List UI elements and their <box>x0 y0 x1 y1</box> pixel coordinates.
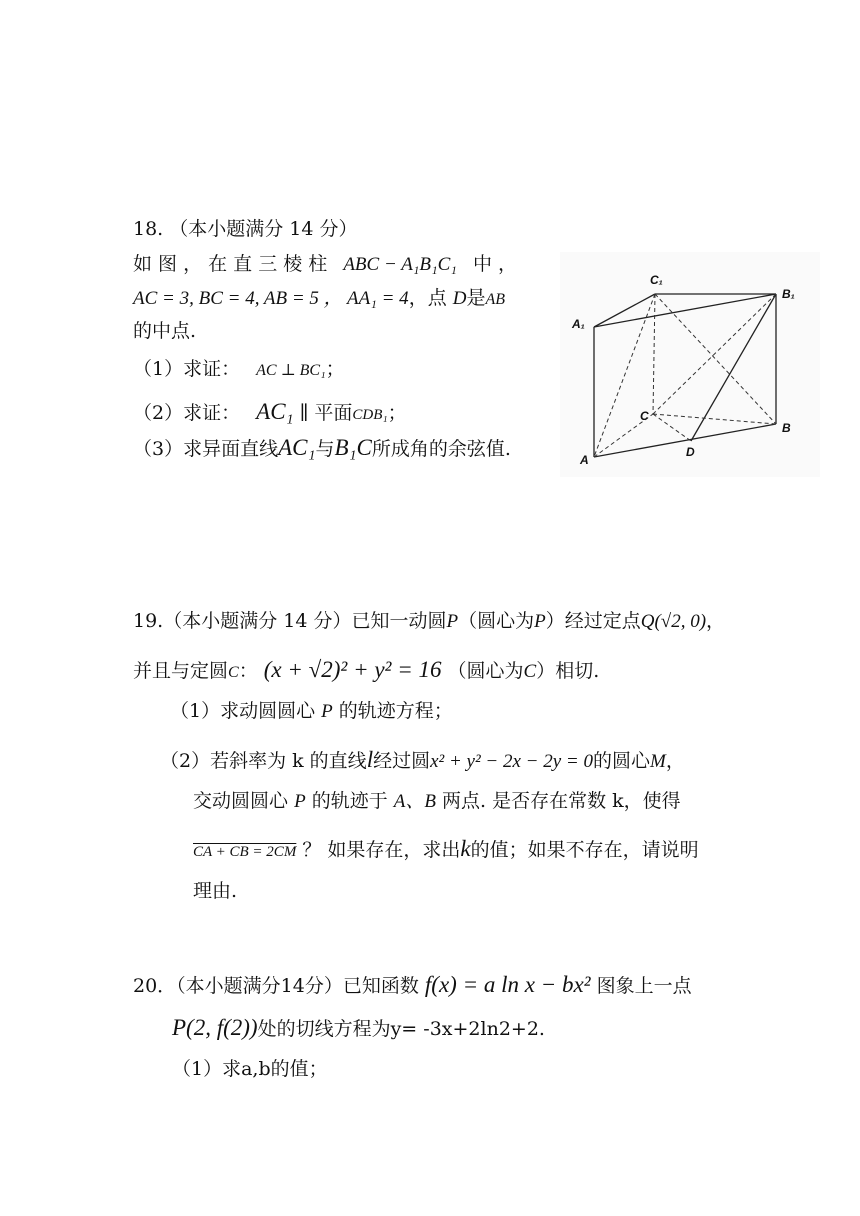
q20-line2 <box>172 1014 545 1042</box>
q19-part2-line2-text-b: 的轨迹于 <box>311 790 388 812</box>
q19-line1 <box>133 610 725 634</box>
q19-part2-line2-text-c: 两点. 是否存在常数 k，使得 <box>442 790 681 812</box>
q19-part2-line2 <box>193 790 681 814</box>
q18-part3-line1: AC₁ <box>278 435 316 460</box>
q19-line-l: l <box>366 747 374 772</box>
q18-part2 <box>133 398 407 426</box>
label-c1: C₁ <box>650 273 663 287</box>
q18-part3-text-c: 所成角的余弦值. <box>371 438 511 460</box>
q20-point-p: P(2, f(2)) <box>172 1015 258 1040</box>
q19-part2-line2-text-a: 交动圆圆心 <box>193 790 289 812</box>
q18-part2-plane: CDB₁ <box>352 407 388 423</box>
q19-line2-text-a: 并且与定圆 <box>133 660 229 682</box>
q19-line2 <box>133 656 599 684</box>
q19-line2-end: ）相切. <box>536 660 600 682</box>
q18-prism-name: ABC − A₁B₁C₁ <box>343 254 457 275</box>
q19-circle-equation: (x + √2)² + y² = 16 <box>263 657 442 682</box>
q19-circle2-equation: x² + y² − 2x − 2y = 0 <box>430 751 594 772</box>
q19-point-q: Q(√2, 0) <box>640 611 707 632</box>
label-d: D <box>686 445 695 459</box>
q19-circle-p: P <box>446 611 459 632</box>
q19-line1-text-b: （圆心为 <box>458 610 535 632</box>
q18-part1-label: （1）求证： <box>133 358 241 380</box>
q19-part2-line1 <box>160 746 685 774</box>
q18-segment-ab: AB <box>485 291 506 308</box>
q19-part2-line3-text-b: 的值；如果不存在，请说明 <box>470 839 699 861</box>
q18-part2-mid: ∥ 平面 <box>299 402 353 424</box>
q19-part2-end: ， <box>665 750 685 772</box>
label-a1: A₁ <box>572 317 585 331</box>
q18-part3-line2: B₁C <box>334 435 372 460</box>
label-b1: B₁ <box>782 287 795 301</box>
q19-line1-end: ， <box>706 610 726 632</box>
label-b: B <box>782 421 791 435</box>
q19-part1-text-b: 的轨迹方程； <box>338 700 453 722</box>
q20-function: f(x) = a ln x − bx² <box>424 972 591 997</box>
q20-line1 <box>133 971 692 999</box>
q19-part2-text-c: 的圆心 <box>593 750 651 772</box>
label-c: C <box>640 409 649 423</box>
q19-part2-text-a: （2）若斜率为 k 的直线 <box>160 750 367 772</box>
q18-part1-end: ； <box>325 358 345 380</box>
q19-center-m: M <box>650 751 666 772</box>
q19-line1-text-a: 19.（本小题满分 14 分）已知一动圆 <box>133 610 447 632</box>
q18-line1 <box>133 253 517 277</box>
q19-part1-text-a: （1）求动圆圆心 <box>170 700 316 722</box>
q20-line1-text-a: 20．（本小题满分14分）已知函数 <box>133 975 419 997</box>
q18-part2-math: AC₁ <box>256 399 294 424</box>
q18-line1-text-b: 中 ， <box>472 253 517 275</box>
q18-line2 <box>133 287 505 311</box>
q19-line1-text-c: ）经过定点 <box>545 610 641 632</box>
q19-line2-text-b: （圆心为 <box>447 660 524 682</box>
q19-vector-equation: CA + CB = 2CM <box>193 844 297 860</box>
q20-line1-text-b: 图象上一点 <box>596 975 692 997</box>
q19-part2-text-b: 经过圆 <box>373 750 431 772</box>
q19-part1 <box>170 700 453 724</box>
q19-part2-line2-p: P <box>294 791 306 812</box>
q18-part3-text-b: 与 <box>315 438 335 460</box>
q19-part2-line4: 理由. <box>193 880 238 902</box>
q20-tangent-text: 处的切线方程为y= -3x+2ln2+2. <box>257 1018 545 1040</box>
q18-part1 <box>133 358 345 381</box>
q19-center-c: C <box>523 661 537 682</box>
q19-circle-c: C <box>228 664 239 681</box>
q18-part2-end: ； <box>387 402 407 424</box>
q18-line3: 的中点. <box>133 320 197 342</box>
label-a: A <box>580 453 589 467</box>
q19-center-p: P <box>534 611 546 632</box>
q18-given-lengths: AC = 3, BC = 4, AB = 5 ， AA₁ = 4 <box>133 288 409 309</box>
q18-part3-text-a: （3）求异面直线 <box>133 438 279 460</box>
prism-figure <box>560 252 820 477</box>
figure-background <box>560 252 820 477</box>
q19-line2-colon: ： <box>238 660 258 682</box>
q19-part2-line3-text-a: ？ 如果存在，求出 <box>302 839 461 861</box>
q18-line2-text-c: 是 <box>466 287 486 309</box>
q19-constant-k: k <box>460 836 471 861</box>
q18-header: 18. （本小题满分 14 分） <box>133 218 358 240</box>
q18-part1-math: AC ⊥ BC₁ <box>256 362 326 379</box>
q18-line2-text-b: ，点 <box>408 287 447 309</box>
q18-part2-label: （2）求证： <box>133 402 241 424</box>
q19-points-ab: A、B <box>393 791 436 812</box>
q18-point-d: D <box>452 288 467 309</box>
q19-part1-p: P <box>321 701 333 722</box>
q18-part3 <box>133 434 511 462</box>
q20-part1: （1）求a,b的值； <box>172 1058 328 1080</box>
q18-line1-text-a: 如 图 ， 在 直 三 棱 柱 <box>133 253 328 275</box>
q19-part2-line3 <box>193 835 699 863</box>
